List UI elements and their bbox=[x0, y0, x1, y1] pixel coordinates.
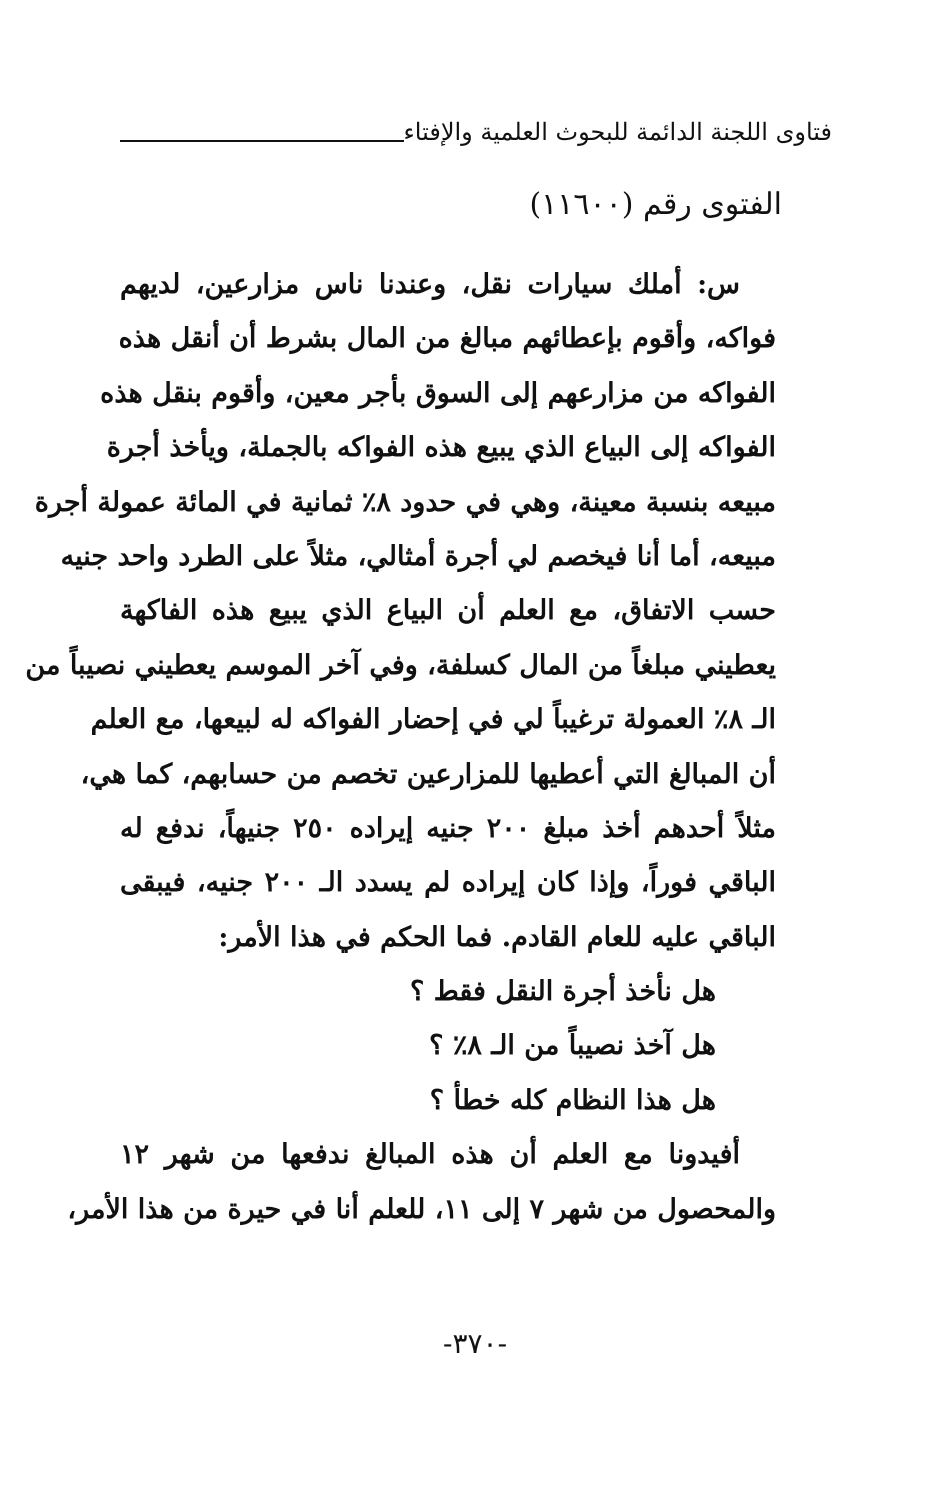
closing-line: أفيدونا مع العلم أن هذه المبالغ ندفعها من شهر ١٢ bbox=[120, 1139, 740, 1171]
question-line: الفواكه من مزارعهم إلى السوق بأجر معين، وأقوم بنقل هذه bbox=[100, 377, 776, 409]
question-line: أن المبالغ التي أعطيها للمزارعين تخصم من حسابهم، كما هي، bbox=[80, 758, 776, 790]
question-line: يعطيني مبلغاً من المال كسلفة، وفي آخر الموسم يعطيني نصيباً من bbox=[25, 649, 776, 681]
book-title: فتاوى اللجنة الدائمة للبحوث العلمية والإفتاء bbox=[403, 118, 832, 146]
question-line: فواكه، وأقوم بإعطائهم مبالغ من المال بشرط أن أنقل هذه bbox=[118, 323, 776, 355]
question-line: الفواكه إلى البياع الذي يبيع هذه الفواكه بالجملة، ويأخذ أجرة bbox=[106, 432, 776, 464]
fatwa-number: الفتوى رقم (١١٦٠٠) bbox=[529, 187, 782, 222]
question-line: مبيعه بنسبة معينة، وهي في حدود ٨٪ ثمانية في المائة عمولة أجرة bbox=[34, 486, 776, 518]
question-line: مبيعه، أما أنا فيخصم لي أجرة أمثالي، مثلاً على الطرد واحد جنيه bbox=[60, 540, 776, 572]
question-line: الـ ٨٪ العمولة ترغيباً لي في إحضار الفواكه له لبيعها، مع العلم bbox=[90, 704, 776, 736]
question-line: حسب الاتفاق، مع العلم أن البياع الذي يبيع هذه الفاكهة bbox=[120, 595, 776, 627]
closing-line: والمحصول من شهر ٧ إلى ١١، للعلم أنا في حيرة من هذا الأمر، bbox=[67, 1193, 776, 1225]
running-header bbox=[120, 112, 832, 152]
sub-question: هل آخذ نصيباً من الـ ٨٪ ؟ bbox=[429, 1030, 716, 1062]
question-line: الباقي عليه للعام القادم. فما الحكم في هذا الأمر: bbox=[218, 921, 776, 953]
question-line: الباقي فوراً، وإذا كان إيراده لم يسدد الـ ٢٠٠ جنيه، فيبقى bbox=[120, 867, 777, 899]
header-rule bbox=[120, 140, 404, 142]
question-line: س: أملك سيارات نقل، وعندنا ناس مزارعين، لديهم bbox=[120, 269, 740, 300]
sub-question: هل هذا النظام كله خطأ ؟ bbox=[429, 1084, 716, 1116]
question-text bbox=[25, 258, 777, 1237]
page-number: -٣٧٠- bbox=[442, 1327, 508, 1360]
question-line: مثلاً أحدهم أخذ مبلغ ٢٠٠ جنيه إيراده ٢٥٠ جنيهاً، ندفع له bbox=[120, 812, 776, 844]
sub-question: هل نأخذ أجرة النقل فقط ؟ bbox=[409, 976, 716, 1008]
